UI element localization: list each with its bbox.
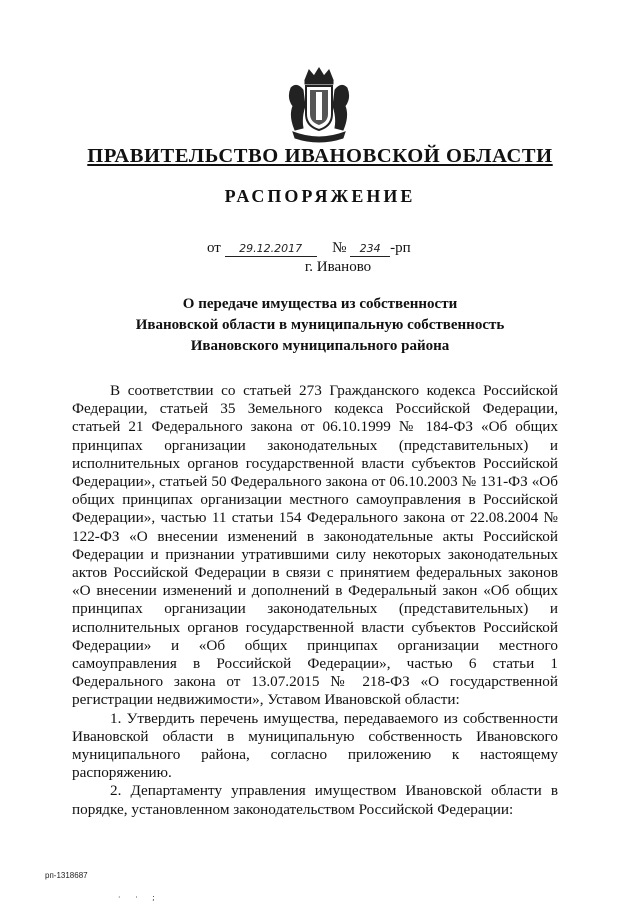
number-value: 234 (350, 242, 390, 257)
item-2-paragraph: 2. Департаменту управления имуществом Ивановской области в порядке, установленном законодательством Российской Федерации: (72, 782, 558, 818)
date-value: 29.12.2017 (225, 242, 317, 257)
city-label: г. Иваново (304, 259, 372, 275)
date-number-line (207, 240, 411, 257)
scan-marks: · · ; (118, 893, 161, 902)
item-1-paragraph: 1. Утвердить перечень имущества, передаваемого из собственности Ивановской области в муниципальную собственность Ивановского муниципального района, согласно приложению к настоящему распоряжению. (72, 709, 558, 782)
preamble-paragraph: В соответствии со статьей 273 Гражданского кодекса Российской Федерации, статьей 35 Земельного кодекса Российской Федерации, статьей 21 Федерального закона от 06.10.1999 № 184-ФЗ «Об общих принципах организации законодательных (представительных) и исполнительных органов государственной власти субъектов Российской Федерации», статьей 50 Федерального закона от 06.10.2003 № 131-ФЗ «Об общих принципах организации местного самоуправления в Российской Федерации», частью 11 статьи 154 Федерального закона от 22.08.2004 № 122-ФЗ «О внесении изменений в законодательные акты Российской Федерации и признании утратившими силу некоторых законодательных актов Российской Федерации в связи с принятием федеральных законов «О внесении изменений и дополнений в Федеральный закон «Об общих принципах организации законодательных (представительных) и исполнительных органов государственной власти субъектов Российской Федерации» и «Об общих принципах организации местного самоуправления в Российской Федерации», частью 6 статьи 1 Федерального закона от 13.07.2015 № 218-ФЗ «О государственной регистрации недвижимости», Уставом Ивановской области: (72, 382, 558, 709)
date-prefix: от (207, 240, 221, 256)
government-title: ПРАВИТЕЛЬСТВО ИВАНОВСКОЙ ОБЛАСТИ (87, 145, 553, 167)
coat-of-arms-emblem (283, 66, 355, 144)
subject-line-1: О передаче имущества из собственности (182, 296, 458, 312)
subject-line-3: Ивановского муниципального района (190, 338, 450, 354)
subject-line-2: Ивановской области в муниципальную собственность (135, 317, 505, 333)
number-prefix: № (332, 240, 347, 256)
number-suffix: -рп (390, 240, 411, 256)
document-body (72, 382, 558, 819)
document-code: рп-1318687 (45, 871, 88, 880)
document-type-title: РАСПОРЯЖЕНИЕ (224, 186, 416, 206)
document-subject (0, 294, 640, 357)
